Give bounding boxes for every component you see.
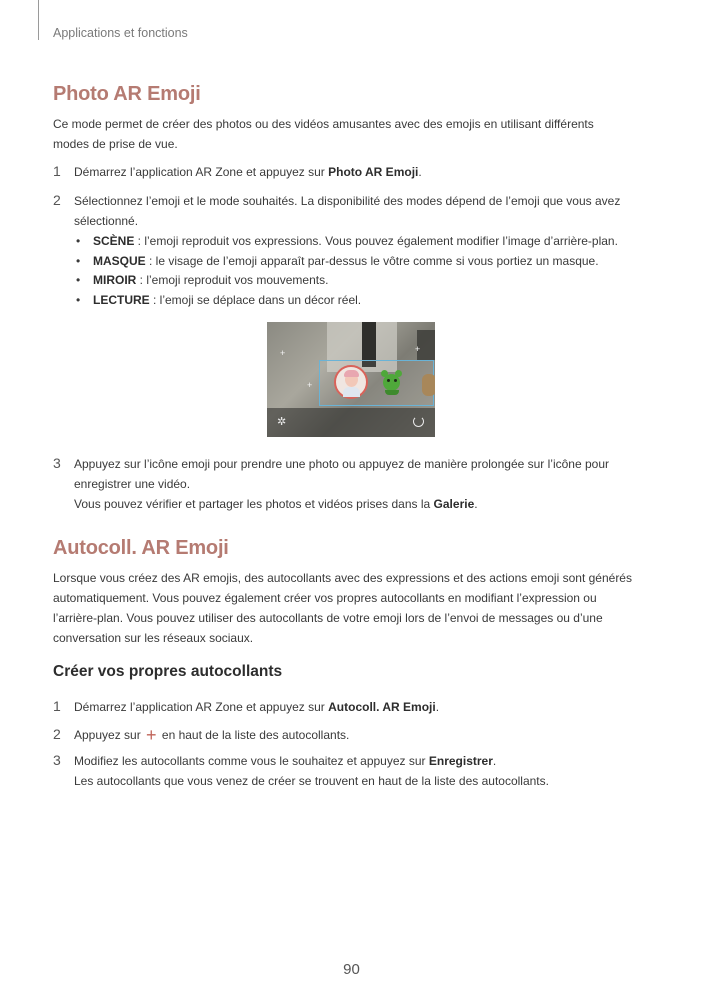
bullet-text: : le visage de l’emoji apparaît par-dessus le vôtre comme si vous portiez un masque. (145, 254, 599, 268)
ar-emoji-camera-screenshot (267, 322, 435, 437)
step-keyword: Photo AR Emoji (328, 165, 419, 179)
brown-character-emoji[interactable] (422, 374, 435, 396)
step-line (74, 494, 654, 514)
page-header-rule (38, 0, 39, 40)
step-text-post: . (474, 497, 478, 511)
step-line (74, 751, 654, 771)
step-number: 2 (53, 726, 61, 742)
step-text-post: . (435, 700, 440, 714)
step-text-pre: Démarrez l’application AR Zone et appuyez sur (74, 700, 329, 714)
bullet-text: : l’emoji reproduit vos expressions. Vous pouvez également modifier l’image d’arrière-plan. (134, 234, 618, 248)
green-emoji-eye (387, 379, 390, 382)
step-text (74, 454, 654, 514)
step-number: 1 (53, 163, 61, 179)
step-keyword: Enregistrer (428, 754, 493, 768)
intro-line: Ce mode permet de créer des photos ou des vidéos amusantes avec des emojis en utilisant différents (53, 117, 594, 131)
sparkle-icon: + (415, 344, 421, 354)
bullet-term: MIROIR (93, 273, 137, 287)
step-text (74, 751, 654, 791)
sparkle-icon: + (280, 348, 286, 358)
para-line: conversation sur les réseaux sociaux. (53, 631, 254, 645)
sparkle-icon: + (307, 380, 313, 390)
section-title-autocoll-ar-emoji: Autocoll. AR Emoji (53, 537, 229, 559)
step-text (74, 697, 654, 717)
bullet-term: LECTURE (93, 293, 150, 307)
bullet-text: : l’emoji reproduit vos mouvements. (136, 273, 329, 287)
section1-intro (53, 114, 653, 154)
step-keyword: Autocoll. AR Emoji (328, 700, 436, 714)
step-line: sélectionné. (74, 214, 139, 228)
avatar-hair (344, 370, 359, 377)
page-number: 90 (343, 961, 360, 978)
green-emoji-feet (385, 390, 399, 395)
step-number: 1 (53, 698, 61, 714)
switch-camera-icon[interactable] (413, 416, 424, 427)
step-keyword: Galerie (433, 497, 475, 511)
green-character-emoji[interactable] (383, 374, 400, 391)
step-line: Les autocollants que vous venez de créer se trouvent en haut de la liste des autocollants. (74, 774, 549, 788)
para-line: Lorsque vous créez des AR emojis, des autocollants avec des expressions et des actions emoji sont générés (53, 571, 632, 585)
camera-bottom-bar (267, 408, 435, 437)
step-text-pre: Démarrez l’application AR Zone et appuyez sur (74, 165, 329, 179)
step-text-post: en haut de la liste des autocollants. (158, 728, 350, 742)
step-text (74, 162, 654, 182)
settings-icon[interactable]: ✲ (277, 416, 287, 428)
intro-line: modes de prise de vue. (53, 137, 178, 151)
bullet-term: MASQUE (93, 254, 146, 268)
step-text (74, 191, 654, 231)
green-emoji-eye (394, 379, 397, 382)
section2-intro (53, 568, 653, 648)
step-text (74, 725, 654, 745)
running-header: Applications et fonctions (53, 26, 188, 40)
step-line: enregistrer une vidéo. (74, 477, 191, 491)
step-line: Sélectionnez l’emoji et le mode souhaités. La disponibilité des modes dépend de l’emoji que vous avez (74, 194, 621, 208)
bullet-dot: • (76, 234, 81, 248)
step-text-pre: Modifiez les autocollants comme vous le souhaitez et appuyez sur (74, 754, 429, 768)
section-title-photo-ar-emoji: Photo AR Emoji (53, 83, 201, 105)
step-text-post: . (492, 754, 497, 768)
bullet-dot: • (76, 254, 81, 268)
add-icon: + (146, 725, 157, 745)
bullet-text: : l’emoji se déplace dans un décor réel. (149, 293, 362, 307)
emoji-avatar-selected[interactable] (334, 365, 368, 399)
para-line: l’arrière-plan. Vous pouvez utiliser des autocollants de votre emoji lors de l’envoi de messages ou d’une (53, 611, 603, 625)
avatar-body (343, 387, 360, 397)
step-line: Appuyez sur l’icône emoji pour prendre une photo ou appuyez de manière prolongée sur l’icône pour (74, 457, 610, 471)
step-text-pre: Vous pouvez vérifier et partager les photos et vidéos prises dans la (74, 497, 434, 511)
step-text-post: . (418, 165, 422, 179)
step-text-pre: Appuyez sur (74, 728, 145, 742)
subsection-title: Créer vos propres autocollants (53, 663, 283, 680)
step-number: 3 (53, 455, 61, 471)
bullet-dot: • (76, 293, 81, 307)
step-number: 3 (53, 752, 61, 768)
para-line: automatiquement. Vous pouvez également créer vos propres autocollants en modifiant l’expression ou (53, 591, 597, 605)
bullet-dot: • (76, 273, 81, 287)
step-number: 2 (53, 192, 61, 208)
bullet-term: SCÈNE (93, 234, 135, 248)
